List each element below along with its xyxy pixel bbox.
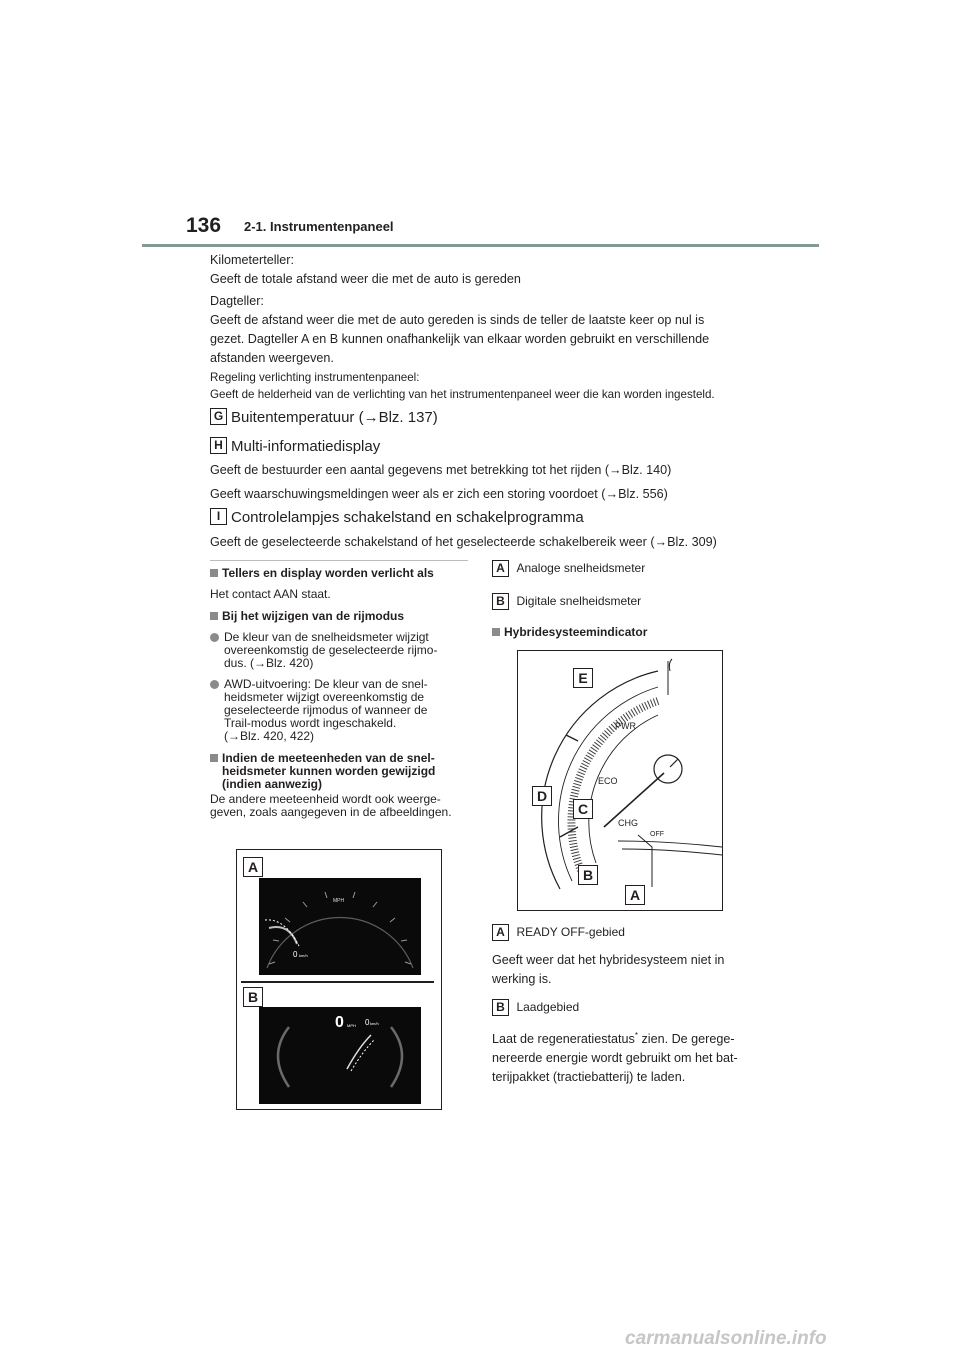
fig2-tag-b: B — [578, 865, 598, 885]
digital-item — [492, 592, 641, 610]
analog-gauge-graphic — [259, 878, 421, 975]
square-bullet-icon — [210, 612, 218, 620]
pwr-label: PWR — [615, 721, 636, 731]
tripmeter-line-2: gezet. Dagteller A en B kunnen onafhankelijk van elkaar worden gebruikt en verschillende — [210, 332, 710, 346]
header-rule — [142, 244, 819, 247]
tripmeter-line-3: afstanden weergeven. — [210, 351, 334, 365]
fig1-tag-a: A — [243, 857, 263, 877]
left-heading-3: Indien de meeteenheden van de snel- heidsmeter kunnen worden gewijzigd (indien aanwezig) — [210, 752, 475, 791]
item-h-line-1: Geeft de bestuurder een aantal gegevens met betrekking tot het rijden (→Blz. 140) — [210, 463, 672, 477]
item-h — [210, 437, 380, 456]
tag-i: I — [210, 508, 227, 525]
item-i-text: Controlelampjes schakelstand en schakelprogramma — [231, 509, 584, 526]
left-bullet-1: De kleur van de snelheidsmeter wijzigt overeenkomstig de geselecteerde rijmo- dus. (→Blz. 420) — [210, 631, 475, 670]
digital-label: Digitale snelheidsmeter — [516, 594, 642, 608]
eco-label: ECO — [598, 776, 618, 786]
item-h-text: Multi-informatiedisplay — [231, 438, 381, 455]
light-control-block — [210, 369, 715, 403]
analog-mph-label: MPH — [333, 898, 345, 904]
analog-speedometer-display — [259, 878, 421, 975]
hybrid-gauge-graphic — [518, 651, 722, 910]
figure-separator — [241, 981, 434, 983]
fig2-tag-e: E — [573, 668, 593, 688]
item-h-line-2: Geeft waarschuwingsmeldingen weer als er zich een storing voordoet (→Blz. 556) — [210, 487, 668, 501]
fig2-tag-a: A — [625, 885, 645, 905]
tripmeter-title: Dagteller: — [210, 294, 264, 308]
odometer-title: Kilometerteller: — [210, 253, 294, 267]
tag-a-analog: A — [492, 560, 509, 577]
tag-b-digital: B — [492, 593, 509, 610]
round-bullet-icon — [210, 680, 219, 689]
item-g — [210, 408, 438, 427]
item-g-text: Buitentemperatuur (→Blz. 137) — [231, 409, 438, 426]
left-divider — [210, 560, 468, 561]
tripmeter-line-1: Geeft de afstand weer die met de auto gereden is sinds de teller de laatste keer op nul is — [210, 313, 705, 327]
digital-zero-kmh: 0 — [365, 1018, 370, 1027]
left-para-3: De andere meeteenheid wordt ook weerge- geven, zoals aangegeven in de afbeeldingen. — [210, 792, 452, 819]
ready-off-item — [492, 923, 625, 941]
footer-watermark: carmanualsonline.info — [625, 1328, 827, 1349]
round-bullet-icon — [210, 633, 219, 642]
light-control-text: Geeft de helderheid van de verlichting van het instrumentenpaneel weer die kan worden ingesteld. — [210, 388, 715, 401]
digital-zero: 0 — [335, 1014, 344, 1031]
analog-label: Analoge snelheidsmeter — [516, 561, 646, 575]
light-control-title: Regeling verlichting instrumentenpaneel: — [210, 371, 420, 384]
item-i-line-1: Geeft de geselecteerde schakelstand of het geselecteerde schakelbereik weer (→Blz. 309) — [210, 535, 717, 549]
left-bullet-2: AWD-uitvoering: De kleur van de snel- heidsmeter wijzigt overeenkomstig de geselecteerde rijmodus of wanneer de Trail-modus wordt ingeschakeld. (→Blz. 420, 422) — [210, 678, 475, 743]
digital-mph: MPH — [347, 1023, 356, 1028]
item-h-desc — [210, 461, 671, 504]
hybrid-heading: Hybridesysteemindicator — [492, 626, 647, 639]
tag-g: G — [210, 408, 227, 425]
analog-kmh: km/h — [299, 953, 308, 958]
digital-speedometer-display — [259, 1007, 421, 1104]
charge-text: Laat de regeneratiestatus* zien. De gerege- nereerde energie wordt gebruikt om het bat- terijpakket (tractiebatterij) te laden. — [492, 1031, 738, 1085]
off-label: OFF — [650, 831, 664, 838]
tripmeter-block — [210, 292, 709, 368]
section-title: 2-1. Instrumentenpaneel — [244, 219, 394, 234]
page-number: 136 — [186, 214, 222, 237]
fig2-tag-c: C — [573, 799, 593, 819]
item-i — [210, 508, 584, 527]
odometer-text: Geeft de totale afstand weer die met de auto is gereden — [210, 272, 521, 286]
square-bullet-icon — [492, 628, 500, 636]
hybrid-indicator-figure — [517, 650, 723, 911]
fig2-tag-d: D — [532, 786, 552, 806]
charge-label: Laadgebied — [516, 1000, 580, 1014]
ready-off-text: Geeft weer dat het hybridesysteem niet in werking is. — [492, 953, 725, 986]
tag-a-ready: A — [492, 924, 509, 941]
digital-kmh: km/h — [370, 1021, 379, 1026]
analog-zero: 0 — [293, 950, 298, 959]
chg-label: CHG — [618, 818, 638, 828]
ready-off-label: READY OFF-gebied — [516, 925, 625, 939]
tag-b-charge: B — [492, 999, 509, 1016]
charge-item — [492, 998, 579, 1016]
digital-gauge-graphic — [259, 1007, 421, 1104]
fig1-tag-b: B — [243, 987, 263, 1007]
square-bullet-icon — [210, 754, 218, 762]
odometer-block — [210, 251, 521, 289]
left-heading-2: Bij het wijzigen van de rijmodus — [210, 610, 475, 623]
left-para-1: Het contact AAN staat. — [210, 587, 331, 601]
speedometer-figure — [236, 849, 442, 1110]
analog-item — [492, 559, 645, 577]
left-column — [210, 565, 475, 819]
item-i-desc — [210, 533, 717, 552]
square-bullet-icon — [210, 569, 218, 577]
tag-h: H — [210, 437, 227, 454]
left-heading-1: Tellers en display worden verlicht als — [210, 567, 475, 580]
